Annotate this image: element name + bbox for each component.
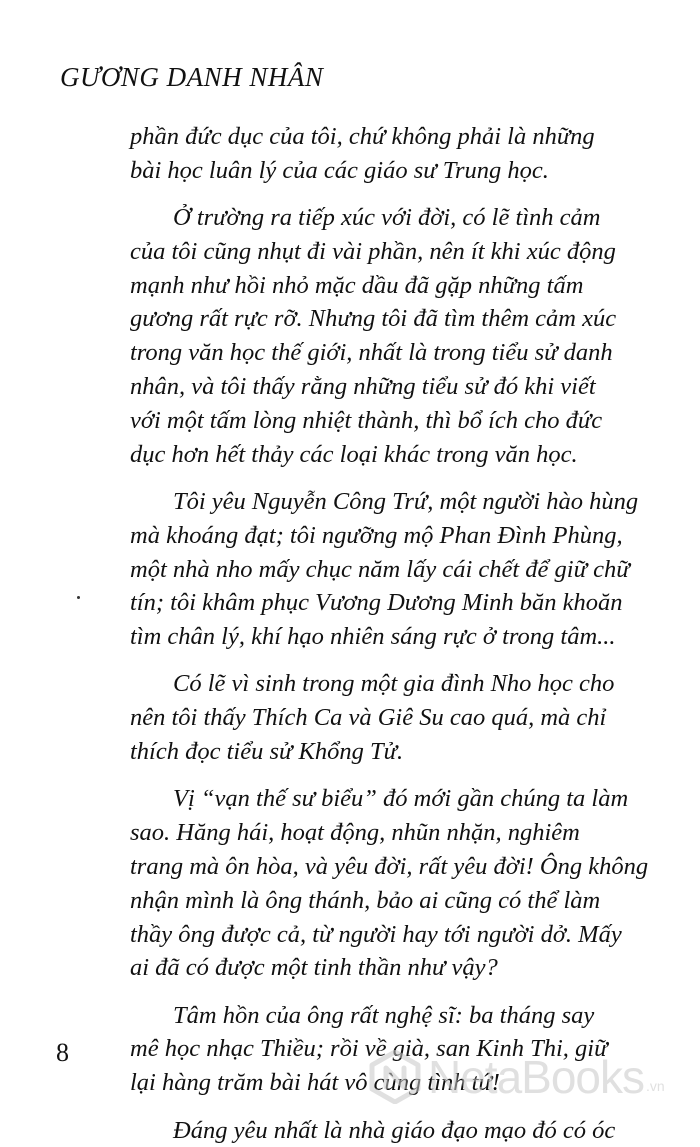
text-line: nhân, và tôi thấy rằng những tiểu sử đó khi viết [130, 373, 596, 401]
text-line: dục hơn hết thảy các loại khác trong văn học. [130, 440, 578, 468]
text-line: với một tấm lòng nhiệt thành, thì bổ ích cho đức [130, 406, 603, 434]
text-line: trong văn học thế giới, nhất là trong tiểu sử danh [130, 339, 613, 367]
paragraph [130, 1114, 630, 1147]
running-header: GƯƠNG DANH NHÂN [60, 62, 324, 92]
text-line: gương rất rực rỡ. Nhưng tôi đã tìm thêm cảm xúc [130, 305, 617, 333]
text-line: bài học luân lý của các giáo sư Trung học. [130, 156, 549, 184]
text-line: trang mà ôn hòa, và yêu đời, rất yêu đời! Ông không [130, 852, 649, 880]
page-number: 8 [56, 1038, 69, 1067]
netabooks-logo-icon [368, 1050, 422, 1104]
text-line: ai đã có được một tinh thần như vậy? [130, 954, 498, 982]
watermark-suffix: .vn [646, 1078, 665, 1094]
watermark [368, 1042, 665, 1112]
text-line: tín; tôi khâm phục Vương Dương Minh băn khoăn [130, 589, 623, 617]
paragraph [130, 120, 630, 188]
text-line: một nhà nho mấy chục năm lấy cái chết để giữ chữ [130, 555, 630, 583]
text-line: thích đọc tiểu sử Khổng Tử. [130, 738, 404, 766]
paragraph [130, 485, 639, 654]
text-line: Tâm hồn của ông rất nghệ sĩ: ba tháng say [173, 1001, 595, 1029]
text-line: mê học nhạc Thiều; rồi về già, san Kinh Thi, giữ [130, 1035, 608, 1063]
text-line: Có lẽ vì sinh trong một gia đình Nho học cho [173, 670, 615, 698]
text-line: sao. Hăng hái, hoạt động, nhũn nhặn, nghiêm [130, 819, 580, 847]
paragraph [130, 201, 630, 471]
text-line: Vị “vạn thế sư biểu” đó mới gần chúng ta làm [173, 785, 629, 813]
text-line: Đáng yêu nhất là nhà giáo đạo mạo đó có óc [173, 1116, 616, 1144]
text-line: Ở trường ra tiếp xúc với đời, có lẽ tình cảm [173, 204, 601, 232]
text-line: tìm chân lý, khí hạo nhiên sáng rực ở trong tâm... [130, 623, 616, 651]
text-line: Tôi yêu Nguyễn Công Trứ, một người hào hùng [173, 487, 639, 515]
scan-speck [77, 596, 80, 599]
paragraph [130, 782, 649, 985]
text-line: mà khoáng đạt; tôi ngưỡng mộ Phan Đình Phùng, [130, 521, 623, 549]
page-body [130, 120, 649, 1147]
text-line: mạnh như hồi nhỏ mặc dầu đã gặp những tấm [130, 271, 584, 299]
text-line: của tôi cũng nhụt đi vài phần, nên ít khi xúc động [130, 237, 616, 265]
watermark-text: NetaBooks [428, 1051, 645, 1103]
text-line: lại hàng trăm bài hát vô cùng tình tứ! [130, 1069, 500, 1097]
text-line: thầy ông được cả, từ người hay tới người dở. Mấy [130, 920, 622, 948]
text-line: nhận mình là ông thánh, bảo ai cũng có thể làm [130, 886, 601, 914]
paragraph [130, 667, 630, 768]
text-line: nên tôi thấy Thích Ca và Giê Su cao quá, mà chỉ [130, 704, 607, 732]
text-line: phần đức dục của tôi, chứ không phải là những [130, 123, 595, 150]
